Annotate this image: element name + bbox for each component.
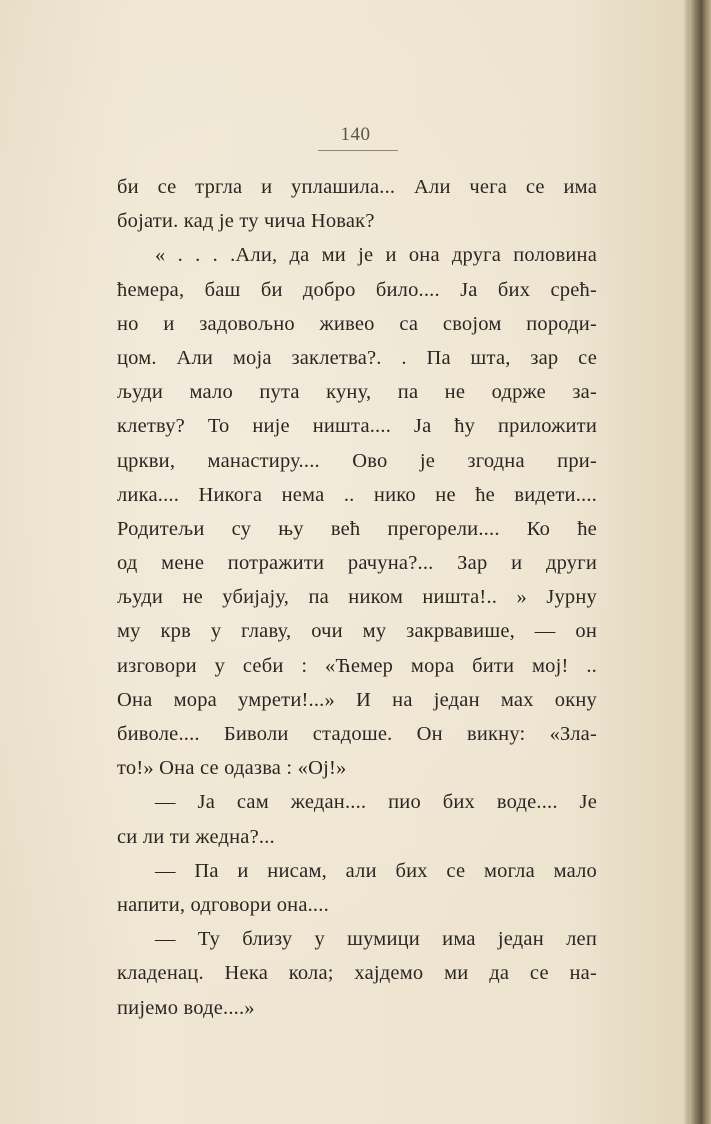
text-line: но и задовољно живео са својом породи- [117,312,597,335]
text-line: од мене потражити рачуна?... Зар и други [117,552,597,575]
text-line: пијемо воде....» [117,996,255,1019]
text-line: цом. Али моја заклетва?. . Па шта, зар се [117,346,597,369]
text-line: ћемера, баш би добро било.... Ја бих срећ- [117,278,597,301]
text-line: људи не убијају, па ником ништа!.. » Јурну [117,586,597,609]
body-text [117,170,597,1025]
text-line: кладенац. Нека кола; хајдемо ми да се на- [117,962,597,985]
text-line: — Ја сам жедан.... пио бих воде.... Је [155,791,597,814]
text-line: Она мора умрети!...» И на један мах окну [117,688,597,711]
text-line: — Ту близу у шумици има један леп [155,928,597,951]
text-line: клетву? То није ништа.... Ја ћу приложити [117,415,597,438]
text-line: то!» Она се одазва : «Ој!» [117,757,347,780]
text-line: биволе.... Биволи стадоше. Он викну: «Зла- [117,723,597,745]
text-line: лика.... Никога нема .. нико не ће видети.... [117,483,597,506]
page-number: 140 [340,124,371,145]
text-line: си ли ти жедна?... [117,825,275,848]
text-line: изговори у себи : «Ћемер мора бити мој! .. [117,654,597,677]
header-rule [318,150,398,151]
text-line: му крв у главу, очи му закрвавише, — он [117,620,597,643]
text-line: људи мало пута куну, па не одрже за- [117,381,597,404]
text-line: « . . . .Али, да ми је и она друга половина [155,244,597,267]
text-line: цркви, манастиру.... Ово је згодна при- [117,449,597,472]
text-line: Родитељи су њу већ прегорели.... Ко ће [117,517,597,540]
text-line: напити, одговори она.... [117,893,329,916]
book-spine [689,0,711,1124]
text-line: бојати. кад је ту чича Новак? [117,210,375,233]
text-line: — Па и нисам, али бих се могла мало [155,859,597,882]
text-line: би се тргла и уплашила... Али чега се има [117,176,597,198]
